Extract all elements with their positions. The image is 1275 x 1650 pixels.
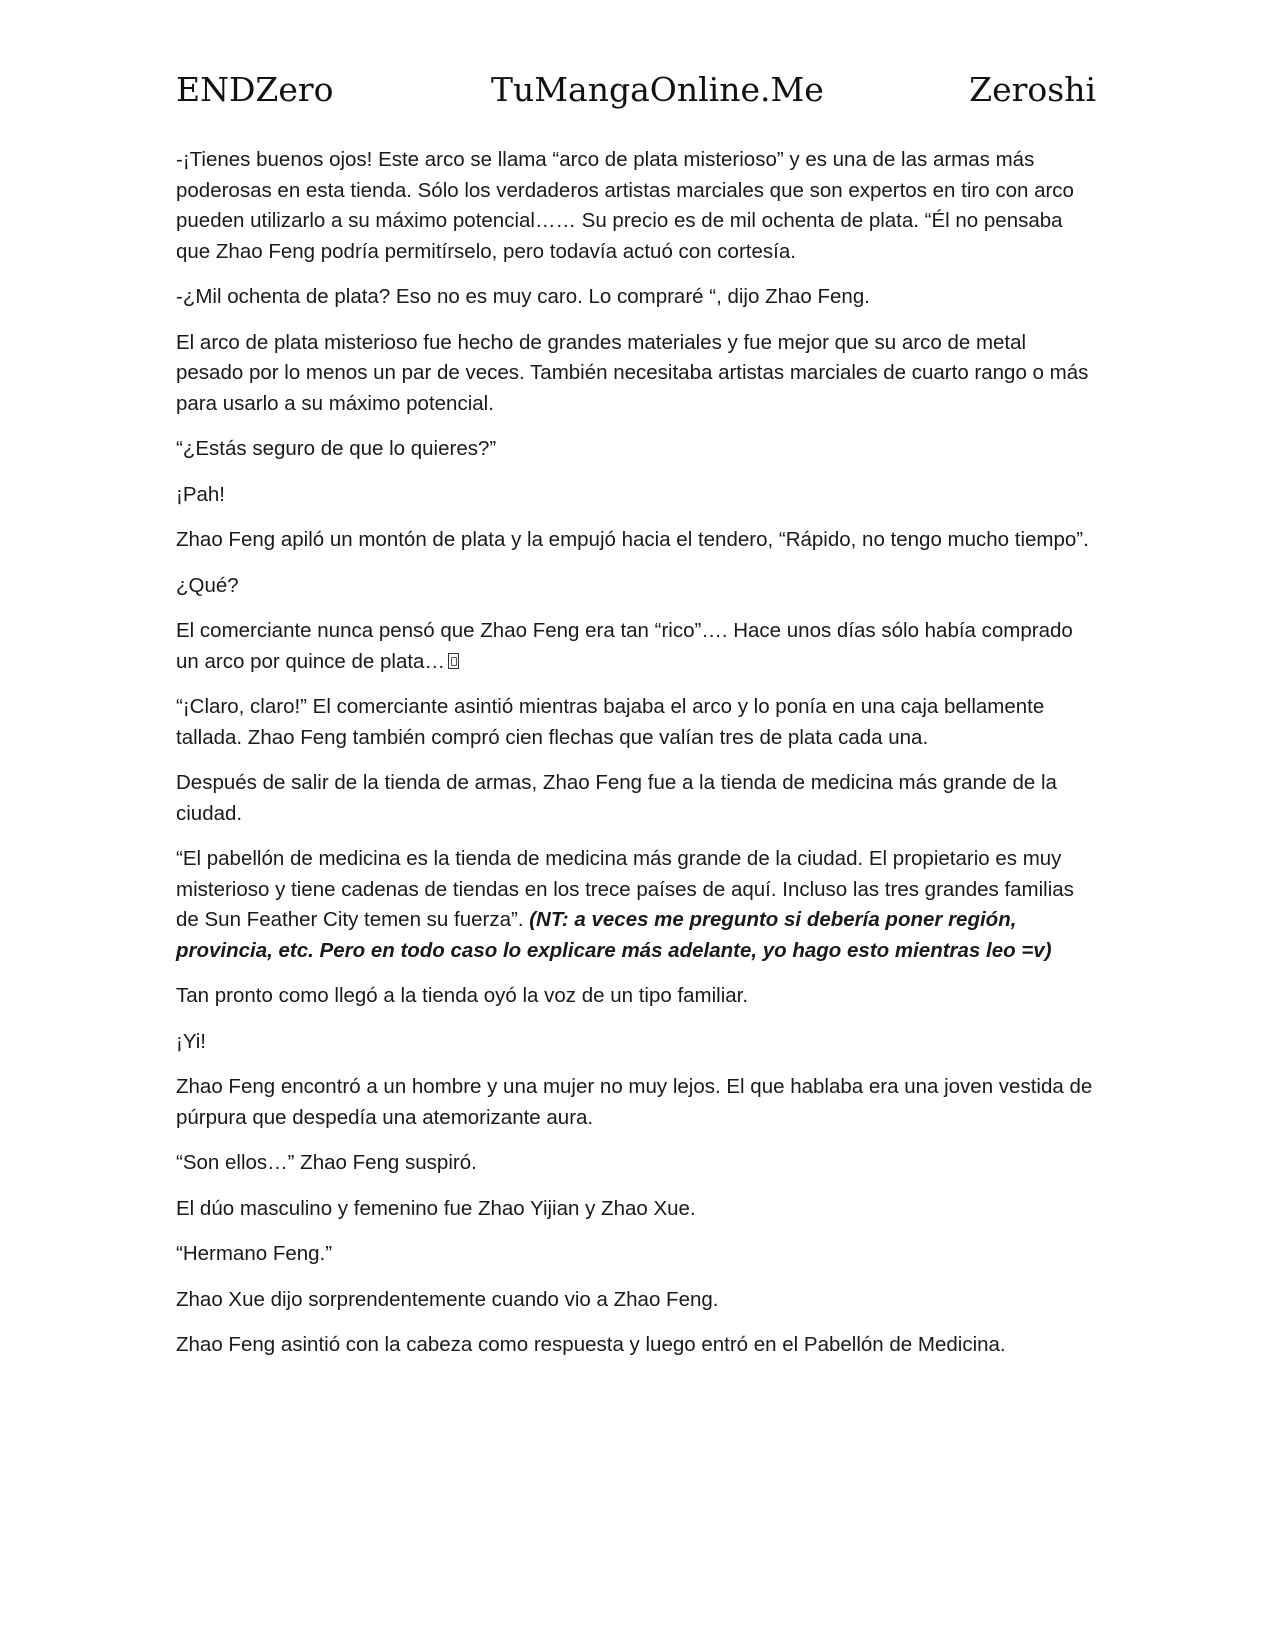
paragraph: -¿Mil ochenta de plata? Eso no es muy caro. Lo compraré “, dijo Zhao Feng. xyxy=(176,285,870,308)
paragraph: Zhao Feng encontró a un hombre y una mujer no muy lejos. El que hablaba era una joven vestida de púrpura que despedía una atemorizante aura. xyxy=(176,1075,1093,1129)
paragraph: Zhao Xue dijo sorprendentemente cuando vio a Zhao Feng. xyxy=(176,1287,719,1311)
paragraph: “Hermano Feng.” xyxy=(176,1242,333,1265)
paragraph: Tan pronto como llegó a la tienda oyó la voz de un tipo familiar. xyxy=(176,984,749,1007)
paragraph: El dúo masculino y femenino fue Zhao Yijian y Zhao Xue. xyxy=(176,1196,696,1220)
paragraph: “¿Estás seguro de que lo quieres?” xyxy=(176,437,497,460)
page-header xyxy=(176,70,1096,120)
header-left-credit: ENDZero xyxy=(176,70,334,109)
header-site-name: TuMangaOnline.Me xyxy=(491,70,824,109)
paragraph-text: “El pabellón de medicina es la tienda de medicina más grande de la ciudad. El propietario es muy misterioso y tiene cadenas de tiendas en los trece países de aquí. Incluso las tres grandes familias de Sun Feather City temen su fuerza”. xyxy=(176,847,1074,931)
document-body xyxy=(176,145,1096,1376)
header-right-credit: Zeroshi xyxy=(969,70,1096,109)
paragraph: “¡Claro, claro!” El comerciante asintió mientras bajaba el arco y lo ponía en una caja bellamente tallada. Zhao Feng también compró cien flechas que valían tres de plata cada una. xyxy=(176,695,1045,749)
paragraph: ¡Yi! xyxy=(176,1029,206,1053)
paragraph: ¡Pah! xyxy=(176,482,225,506)
paragraph xyxy=(176,844,1096,966)
paragraph: “Son ellos…” Zhao Feng suspiró. xyxy=(176,1151,477,1174)
missing-glyph-icon xyxy=(448,653,459,669)
paragraph: Zhao Feng apiló un montón de plata y la empujó hacia el tendero, “Rápido, no tengo mucho tiempo”. xyxy=(176,528,1089,551)
paragraph: ¿Qué? xyxy=(176,573,239,597)
paragraph: El arco de plata misterioso fue hecho de grandes materiales y fue mejor que su arco de metal pesado por lo menos un par de veces. También necesitaba artistas marciales de cuarto rango o más para usarlo a su máximo potencial. xyxy=(176,330,1089,415)
paragraph: Zhao Feng asintió con la cabeza como respuesta y luego entró en el Pabellón de Medicina. xyxy=(176,1333,1006,1356)
paragraph: -¡Tienes buenos ojos! Este arco se llama “arco de plata misterioso” y es una de las armas más poderosas en esta tienda. Sólo los verdaderos artistas marciales que son expertos en tiro con arco pueden utilizarlo a su máximo potencial…… Su precio es de mil ochenta de plata. “Él no pensaba que Zhao Feng podría permitírselo, pero todavía actuó con cortesía. xyxy=(176,148,1074,263)
paragraph-text: El comerciante nunca pensó que Zhao Feng era tan “rico”…. Hace unos días sólo había comprado un arco por quince de plata… xyxy=(176,619,1073,673)
translator-note: (NT: a veces me pregunto si debería poner región, provincia, etc. Pero en todo caso lo explicare más adelante, yo hago esto mientras leo =v) xyxy=(176,908,1052,962)
document-page xyxy=(176,0,1096,1650)
paragraph: Después de salir de la tienda de armas, Zhao Feng fue a la tienda de medicina más grande de la ciudad. xyxy=(176,771,1057,825)
paragraph xyxy=(176,616,1096,677)
